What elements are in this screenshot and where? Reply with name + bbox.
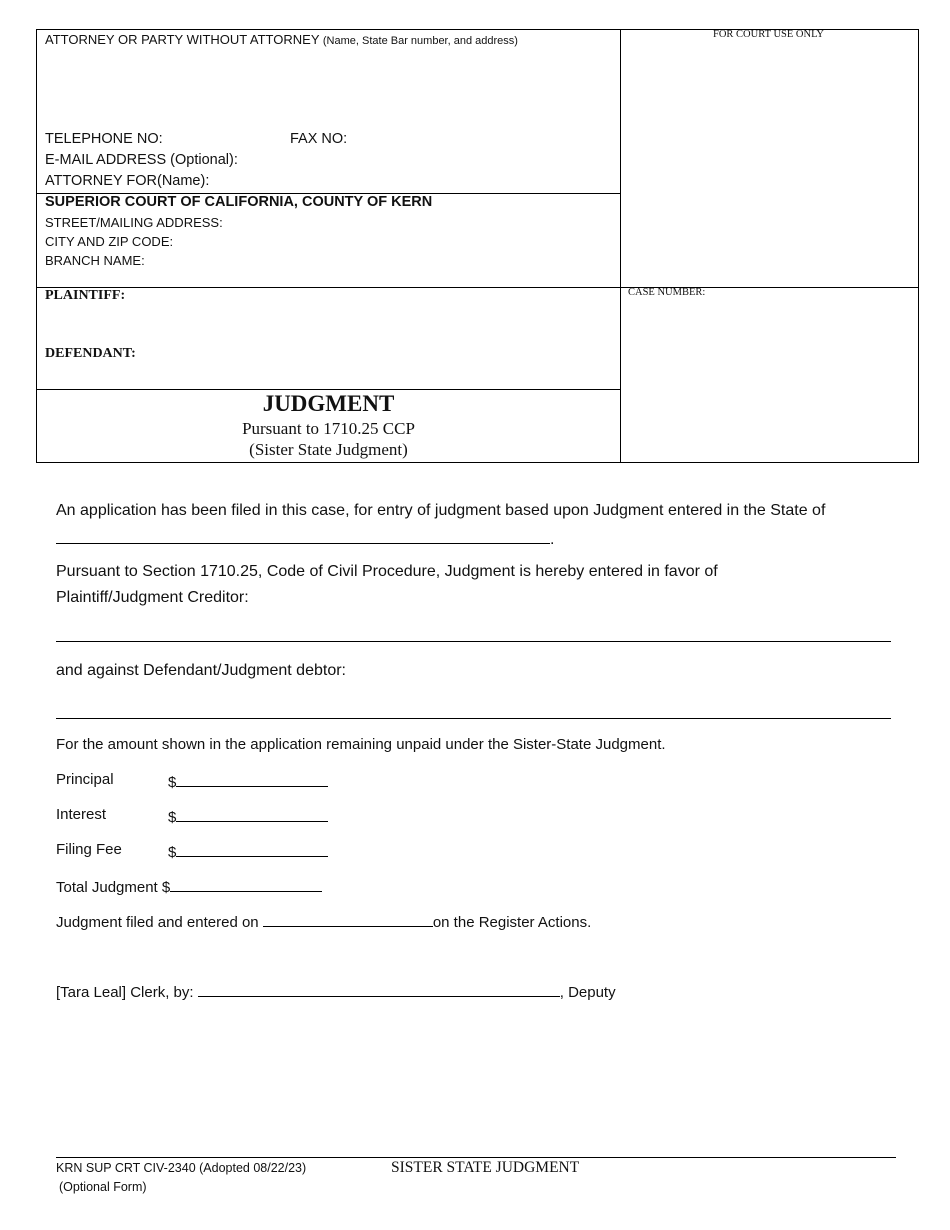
state-period: . [550, 531, 555, 548]
against-line: and against Defendant/Judgment debtor: [56, 662, 346, 679]
filing-fee-label: Filing Fee [56, 841, 122, 858]
attorney-header-note: (Name, State Bar number, and address) [322, 35, 518, 47]
state-line [56, 528, 554, 549]
court-use-label: FOR COURT USE ONLY [713, 29, 825, 40]
footer-rule [56, 1157, 896, 1158]
court-name: SUPERIOR COURT OF CALIFORNIA, COUNTY OF KERN [45, 194, 433, 210]
filed-prefix: Judgment filed and entered on [56, 914, 259, 931]
telephone-label: TELEPHONE NO: [45, 131, 163, 147]
city-label: CITY AND ZIP CODE: [45, 234, 174, 249]
pursuant-line-1: Pursuant to Section 1710.25, Code of Civil Procedure, Judgment is hereby entered in favor of [56, 563, 718, 580]
fax-label: FAX NO: [290, 131, 348, 147]
clerk-signature-blank[interactable] [198, 981, 560, 997]
interest-blank[interactable] [176, 806, 328, 822]
attorney-for-label: ATTORNEY FOR(Name): [45, 173, 210, 189]
principal-label: Principal [56, 771, 114, 788]
filed-suffix: on the Register Actions. [432, 914, 592, 931]
document-title-block [36, 390, 621, 460]
divider-parties [36, 287, 919, 288]
creditor-blank[interactable] [56, 641, 891, 642]
defendant-label: DEFENDANT: [45, 346, 136, 361]
street-label: STREET/MAILING ADDRESS: [45, 215, 223, 230]
filing-fee-blank[interactable] [176, 841, 328, 857]
optional-form: (Optional Form) [59, 1180, 147, 1194]
application-paragraph: An application has been filed in this case, for entry of judgment based upon Judgment entered in the State of [56, 502, 826, 519]
attorney-header [45, 32, 518, 47]
filing-fee-field [168, 841, 328, 861]
interest-field [168, 806, 328, 826]
filed-date-blank[interactable] [263, 911, 433, 927]
clerk-prefix: [Tara Leal] Clerk, by: [56, 984, 194, 1001]
total-judgment-label: Total Judgment [56, 879, 158, 896]
pursuant-line-2: Plaintiff/Judgment Creditor: [56, 589, 249, 606]
document-subtitle-1: Pursuant to 1710.25 CCP [242, 419, 415, 438]
email-label: E-MAIL ADDRESS (Optional): [45, 152, 238, 168]
total-judgment-currency: $ [161, 879, 171, 896]
document-subtitle-2: (Sister State Judgment) [249, 440, 408, 459]
principal-currency: $ [168, 774, 177, 791]
principal-blank[interactable] [176, 771, 328, 787]
case-number-label: CASE NUMBER: [628, 287, 706, 298]
form-id: KRN SUP CRT CIV-2340 (Adopted 08/22/23) [56, 1161, 307, 1175]
plaintiff-label: PLAINTIFF: [45, 288, 126, 303]
filing-fee-currency: $ [168, 844, 177, 861]
total-judgment-blank[interactable] [170, 876, 322, 892]
filed-entered-row [56, 911, 591, 931]
total-judgment-row [56, 876, 322, 896]
state-blank[interactable] [56, 528, 550, 544]
clerk-row [56, 981, 616, 1001]
clerk-suffix: , Deputy [559, 984, 616, 1001]
document-title: JUDGMENT [262, 391, 395, 416]
debtor-blank[interactable] [56, 718, 891, 719]
principal-field [168, 771, 328, 791]
footer-title: SISTER STATE JUDGMENT [391, 1159, 580, 1176]
attorney-header-label: ATTORNEY OR PARTY WITHOUT ATTORNEY [45, 32, 320, 47]
interest-label: Interest [56, 806, 107, 823]
interest-currency: $ [168, 809, 177, 826]
amount-intro: For the amount shown in the application remaining unpaid under the Sister-State Judgment. [56, 736, 666, 753]
branch-label: BRANCH NAME: [45, 253, 145, 268]
